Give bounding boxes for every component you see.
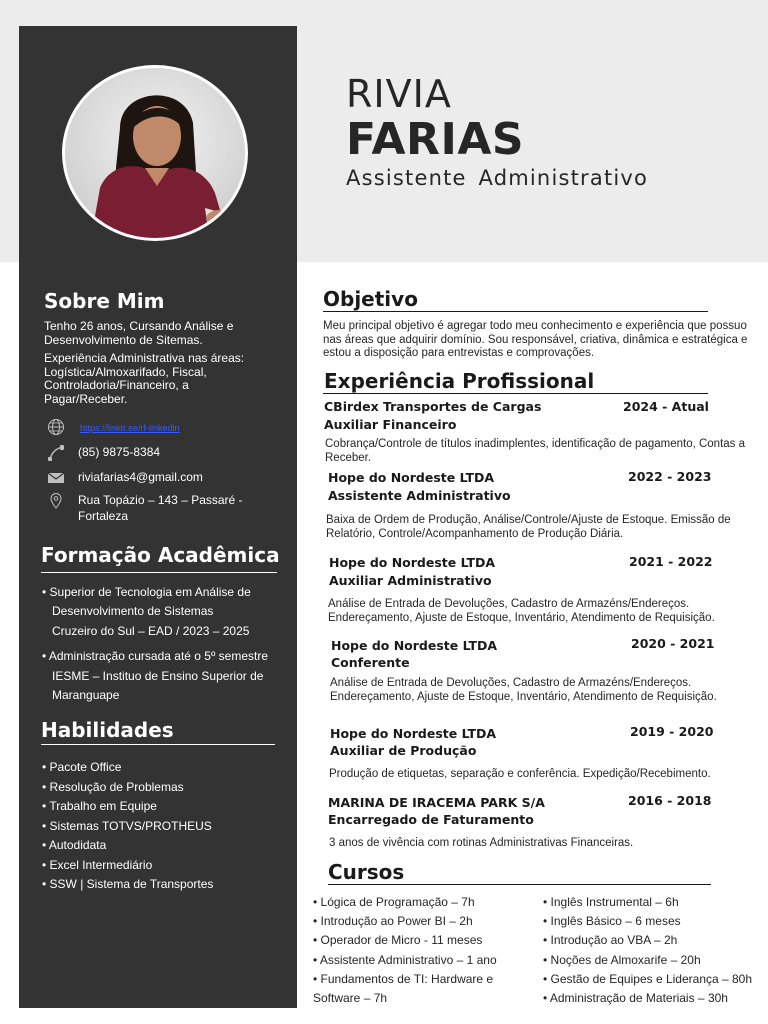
job-description: Baixa de Ordem de Produção, Análise/Controle/Ajuste de Estoque. Emissão de Relatório, Controle/Acompanhamento de Produção Diária.: [326, 514, 731, 540]
course-item: • Assistente Administrativo – 1 ano: [313, 951, 528, 970]
skills-list: [42, 758, 213, 895]
job-years: 2016 - 2018: [628, 793, 712, 808]
course-item: • Inglês Básico – 6 meses: [543, 912, 765, 931]
skill-item: • Trabalho em Equipe: [42, 797, 213, 817]
skill-item: • Autodidata: [42, 836, 213, 856]
job-company: Hope do Nordeste LTDA: [330, 726, 497, 741]
contact-phone-row: [46, 444, 160, 462]
job-description: Cobrança/Controle de títulos inadimplentes, identificação de pagamento, Contas a Receber.: [325, 438, 746, 464]
skill-item: • Sistemas TOTVS/PROTHEUS: [42, 817, 213, 837]
contact-address-row: [46, 492, 261, 524]
job-role: Auxiliar Administrativo: [329, 573, 492, 588]
course-item: • Introdução ao VBA – 2h: [543, 931, 765, 950]
job-years: 2019 - 2020: [630, 724, 714, 739]
objective-heading: Objetivo: [323, 287, 418, 311]
job-description: Análise de Entrada de Devoluções, Cadastro de Armazéns/Endereços. Endereçamento, Ajuste de Estoque, Inventário, Atendimento de Requisição.: [328, 598, 715, 624]
job-role: Assistente Administrativo: [328, 488, 511, 503]
objective-text: Meu principal objetivo é agregar todo meu conhecimento e experiência que possuo nas áreas que adquirir domínio. Sou responsável, criativa, dinâmica e estratégica e estou a disposição para entrevistas e comprovações.: [323, 320, 748, 359]
education-item-1-line-1: • Superior de Tecnologia em Análise de: [42, 585, 251, 599]
course-item: • Operador de Micro - 11 meses: [313, 931, 528, 950]
skill-item: • SSW | Sistema de Transportes: [42, 875, 213, 895]
skill-item: • Excel Intermediário: [42, 856, 213, 876]
job-role: Auxiliar de Produção: [330, 743, 477, 758]
address: Rua Topázio – 143 – Passaré - Fortaleza: [78, 493, 243, 523]
education-heading: Formação Acadêmica: [41, 543, 280, 567]
job-description: Produção de etiquetas, separação e conferência. Expedição/Recebimento.: [329, 768, 711, 780]
envelope-icon: [46, 469, 68, 487]
course-item: • Administração de Materiais – 30h: [543, 989, 765, 1008]
contact-link-row[interactable]: [46, 418, 180, 436]
phone-number: (85) 9875-8384: [78, 445, 161, 459]
education-item-1-line-3: Cruzeiro do Sul – EAD / 2023 – 2025: [52, 624, 250, 638]
first-name: RIVIA: [346, 72, 452, 116]
job-company: CBirdex Transportes de Cargas: [324, 399, 542, 414]
course-item: • Gestão de Equipes e Liderança – 80h: [543, 970, 765, 989]
education-item-2-line-1: • Administração cursada até o 5º semestre: [42, 649, 269, 663]
course-item: • Lógica de Programação – 7h: [313, 893, 528, 912]
contact-email-row: [46, 469, 203, 487]
phone-icon: [46, 444, 68, 462]
course-item: • Noções de Almoxarife – 20h: [543, 951, 765, 970]
job-role: Auxiliar Financeiro: [324, 417, 457, 432]
about-paragraph-2: Experiência Administrativa nas áreas: Logística/Almoxarifado, Fiscal, Controladoria/Financeiro, a Pagar/Receber.: [44, 351, 245, 406]
skills-heading: Habilidades: [41, 718, 174, 742]
experience-divider: [323, 393, 708, 394]
job-years: 2022 - 2023: [628, 469, 712, 484]
job-years: 2020 - 2021: [631, 636, 715, 651]
job-years: 2021 - 2022: [629, 554, 713, 569]
linkedin-link[interactable]: https://linktr.ee/rf-linkedin: [80, 423, 180, 433]
skill-item: • Pacote Office: [42, 758, 213, 778]
job-description: Análise de Entrada de Devoluções, Cadastro de Armazéns/Endereços. Endereçamento, Ajuste de Estoque, Inventário, Atendimento de Requisição.: [330, 677, 717, 703]
skills-divider: [41, 744, 275, 745]
last-name: FARIAS: [346, 114, 525, 165]
course-item: • Introdução ao Power BI – 2h: [313, 912, 528, 931]
courses-left-list: [313, 893, 528, 1008]
skill-item: • Resolução de Problemas: [42, 778, 213, 798]
profile-photo: [62, 65, 248, 241]
job-company: Hope do Nordeste LTDA: [331, 638, 498, 653]
education-item-2-line-3: Maranguape: [52, 688, 120, 702]
education-item-1-line-2: Desenvolvimento de Sistemas: [52, 604, 214, 618]
job-description: 3 anos de vivência com rotinas Administrativas Financeiras.: [329, 837, 634, 849]
experience-heading: Experiência Profissional: [324, 369, 595, 393]
courses-right-list: [543, 893, 765, 1008]
objective-divider: [323, 311, 708, 312]
job-role: Encarregado de Faturamento: [328, 812, 534, 827]
job-company: Hope do Nordeste LTDA: [328, 470, 495, 485]
email-address: riviafarias4@gmail.com: [78, 470, 203, 484]
course-item: • Fundamentos de TI: Hardware e Software – 7h: [313, 970, 528, 1008]
course-item: • Inglês Instrumental – 6h: [543, 893, 765, 912]
job-company: MARINA DE IRACEMA PARK S/A: [328, 795, 545, 810]
job-title: Assistente Administrativo: [346, 166, 649, 190]
globe-icon: [46, 418, 68, 436]
job-company: Hope do Nordeste LTDA: [329, 555, 496, 570]
about-heading: Sobre Mim: [44, 289, 165, 313]
job-years: 2024 - Atual: [623, 399, 709, 414]
education-item-2-line-2: IESME – Instituo de Ensino Superior de: [52, 669, 264, 683]
education-divider: [41, 572, 277, 573]
courses-divider: [328, 884, 711, 885]
about-paragraph-1: Tenho 26 anos, Cursando Análise e Desenvolvimento de Sitemas.: [44, 319, 234, 347]
location-pin-icon: [46, 492, 68, 510]
courses-heading: Cursos: [328, 860, 405, 884]
job-role: Conferente: [331, 655, 410, 670]
